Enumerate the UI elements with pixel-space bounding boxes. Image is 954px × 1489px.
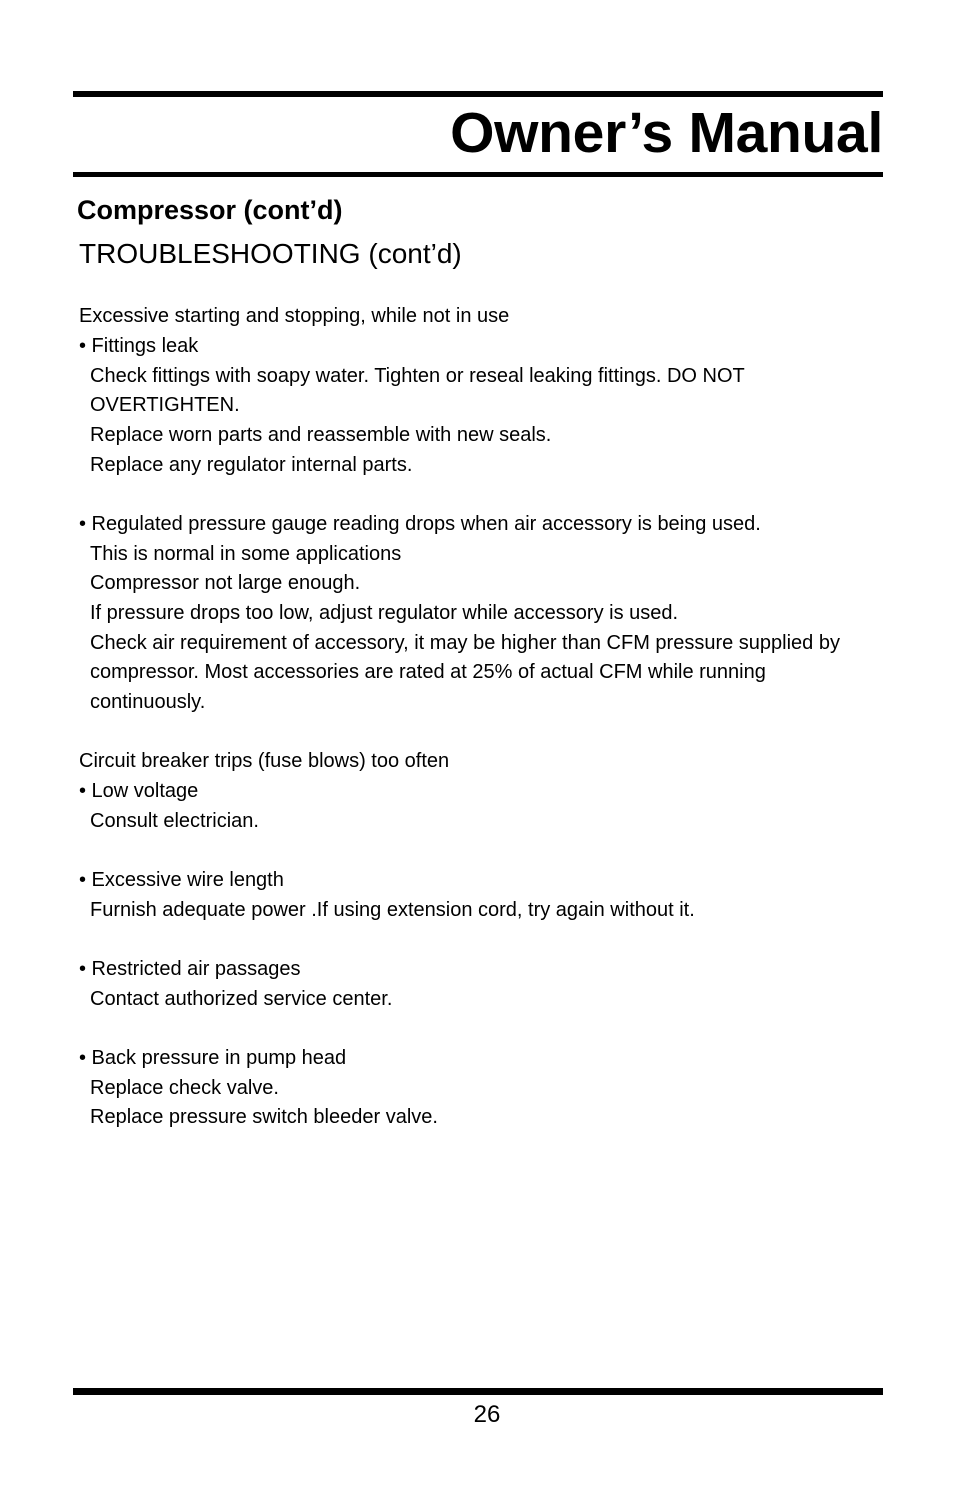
remedy-line: Replace check valve. — [90, 1077, 279, 1099]
cause-bullet: • Regulated pressure gauge reading drops when air accessory is being used. — [79, 513, 761, 535]
remedy-line: Replace any regulator internal parts. — [90, 454, 413, 476]
remedy-line: Contact authorized service center. — [90, 988, 393, 1010]
remedy-line: Furnish adequate power .If using extension cord, try again without it. — [90, 899, 695, 921]
cause-bullet: • Low voltage — [79, 780, 199, 802]
header-rule-bottom — [73, 172, 883, 177]
subsection-title: TROUBLESHOOTING (cont’d) — [79, 238, 462, 269]
remedy-line: Check air requirement of accessory, it may be higher than CFM pressure supplied by — [90, 632, 840, 654]
remedy-line: Replace pressure switch bleeder valve. — [90, 1106, 438, 1128]
remedy-line: This is normal in some applications — [90, 543, 402, 565]
problem-heading: Circuit breaker trips (fuse blows) too often — [79, 750, 450, 772]
remedy-line: If pressure drops too low, adjust regulator while accessory is used. — [90, 602, 679, 624]
remedy-line: Consult electrician. — [90, 810, 259, 832]
remedy-line: Check fittings with soapy water. Tighten or reseal leaking fittings. DO NOT — [90, 365, 745, 387]
cause-bullet: • Restricted air passages — [79, 958, 301, 980]
remedy-line: compressor. Most accessories are rated at 25% of actual CFM while running — [90, 661, 766, 683]
section-title: Compressor (cont’d) — [77, 195, 343, 225]
cause-bullet: • Fittings leak — [79, 335, 199, 357]
remedy-line: OVERTIGHTEN. — [90, 394, 240, 416]
footer-rule — [73, 1388, 883, 1395]
cause-bullet: • Back pressure in pump head — [79, 1047, 347, 1069]
header-rule-top — [73, 91, 883, 97]
problem-heading: Excessive starting and stopping, while not in use — [79, 305, 510, 327]
remedy-line: continuously. — [90, 691, 206, 713]
remedy-line: Replace worn parts and reassemble with new seals. — [90, 424, 552, 446]
cause-bullet: • Excessive wire length — [79, 869, 284, 891]
remedy-line: Compressor not large enough. — [90, 572, 361, 594]
document-title: Owner’s Manual — [450, 101, 883, 165]
page-number: 26 — [473, 1401, 501, 1428]
